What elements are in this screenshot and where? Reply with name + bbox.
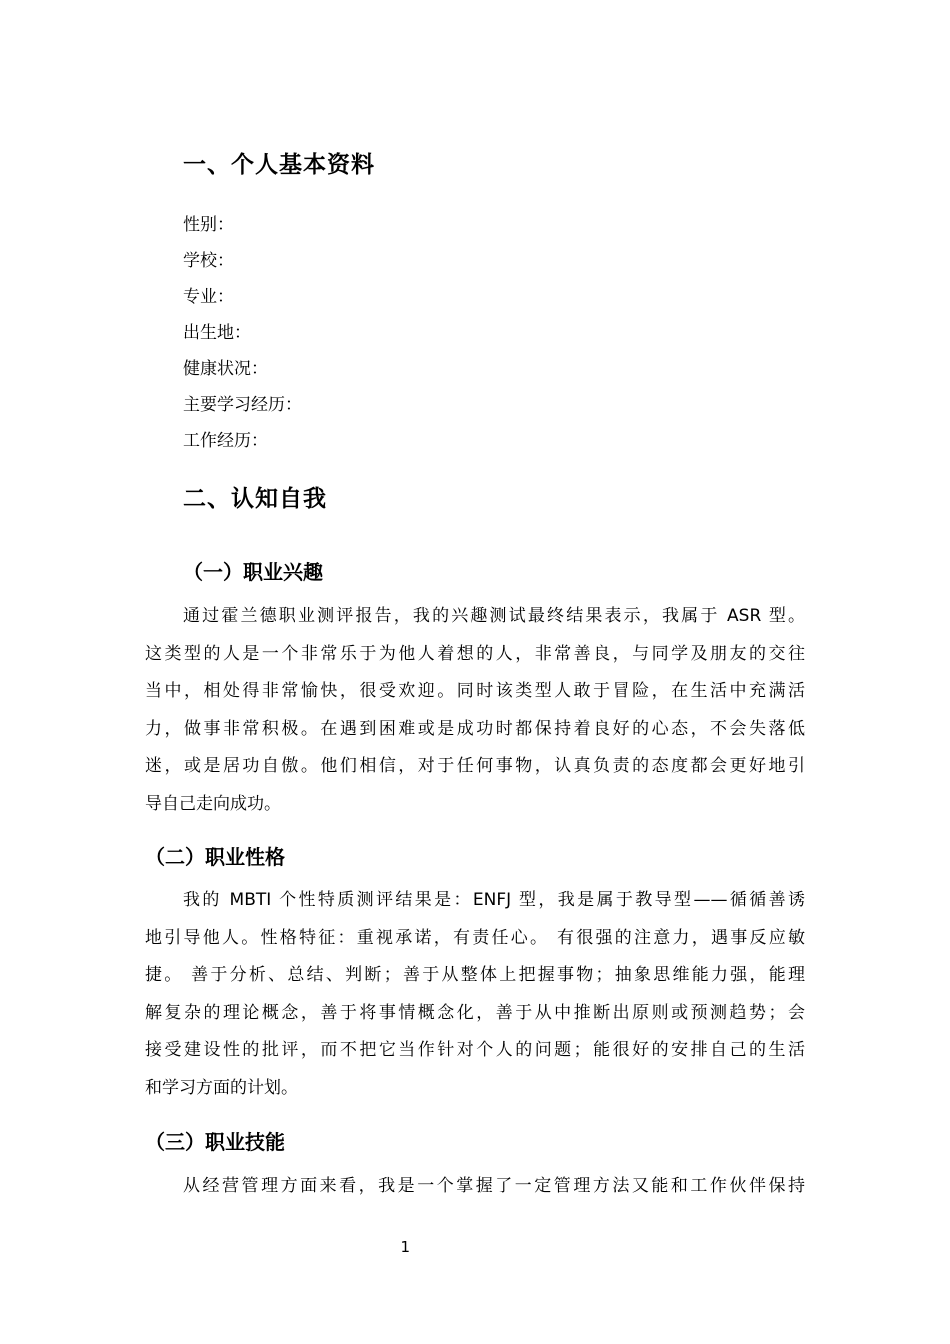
paragraph-line: 解复杂的理论概念，善于将事情概念化，善于从中推断出原则或预测趋势；会	[145, 1002, 805, 1023]
skills-heading: （三）职业技能	[145, 1130, 285, 1154]
paragraph-line: 力，做事非常积极。在遇到困难或是成功时都保持着良好的心态，不会失落低	[145, 718, 805, 739]
interest-heading: （一）职业兴趣	[183, 560, 323, 584]
paragraph-line: 通过霍兰德职业测评报告，我的兴趣测试最终结果表示，我属于 ASR 型。	[183, 606, 805, 626]
field-gender: 性别：	[183, 215, 234, 235]
paragraph-line: 导自己走向成功。	[145, 793, 281, 814]
paragraph-line: 迷，或是居功自傲。他们相信，对于任何事物，认真负责的态度都会更好地引	[145, 756, 805, 777]
field-birthplace: 出生地：	[183, 323, 251, 343]
paragraph-line: 从经营管理方面来看，我是一个掌握了一定管理方法又能和工作伙伴保持	[183, 1176, 805, 1196]
paragraph-line: 我的 MBTI 个性特质测评结果是：ENFJ 型，我是属于教导型——循循善诱	[183, 890, 805, 910]
personality-heading: （二）职业性格	[145, 845, 285, 869]
paragraph-line: 当中，相处得非常愉快，很受欢迎。同时该类型人敢于冒险，在生活中充满活	[145, 681, 805, 702]
section-2-heading: 二、认知自我	[183, 486, 327, 512]
field-work-experience: 工作经历：	[183, 431, 268, 451]
paragraph-line: 捷。 善于分析、总结、判断；善于从整体上把握事物；抽象思维能力强，能理	[145, 965, 805, 986]
paragraph-line: 和学习方面的计划。	[145, 1077, 298, 1098]
field-health: 健康状况：	[183, 359, 268, 379]
section-1-heading: 一、个人基本资料	[183, 152, 375, 178]
field-education: 主要学习经历：	[183, 395, 302, 415]
skills-paragraph	[145, 1168, 805, 1206]
page-number: 1	[400, 1238, 410, 1256]
field-school: 学校：	[183, 251, 234, 271]
paragraph-line: 接受建设性的批评，而不把它当作针对个人的问题；能很好的安排自己的生活	[145, 1040, 805, 1061]
paragraph-line: 这类型的人是一个非常乐于为他人着想的人，非常善良，与同学及朋友的交往	[145, 643, 805, 664]
personality-paragraph	[145, 882, 805, 1108]
paragraph-line: 地引导他人。性格特征：重视承诺，有责任心。 有很强的注意力，遇事反应敏	[145, 927, 805, 948]
interest-paragraph	[145, 598, 805, 824]
field-major: 专业：	[183, 287, 234, 307]
